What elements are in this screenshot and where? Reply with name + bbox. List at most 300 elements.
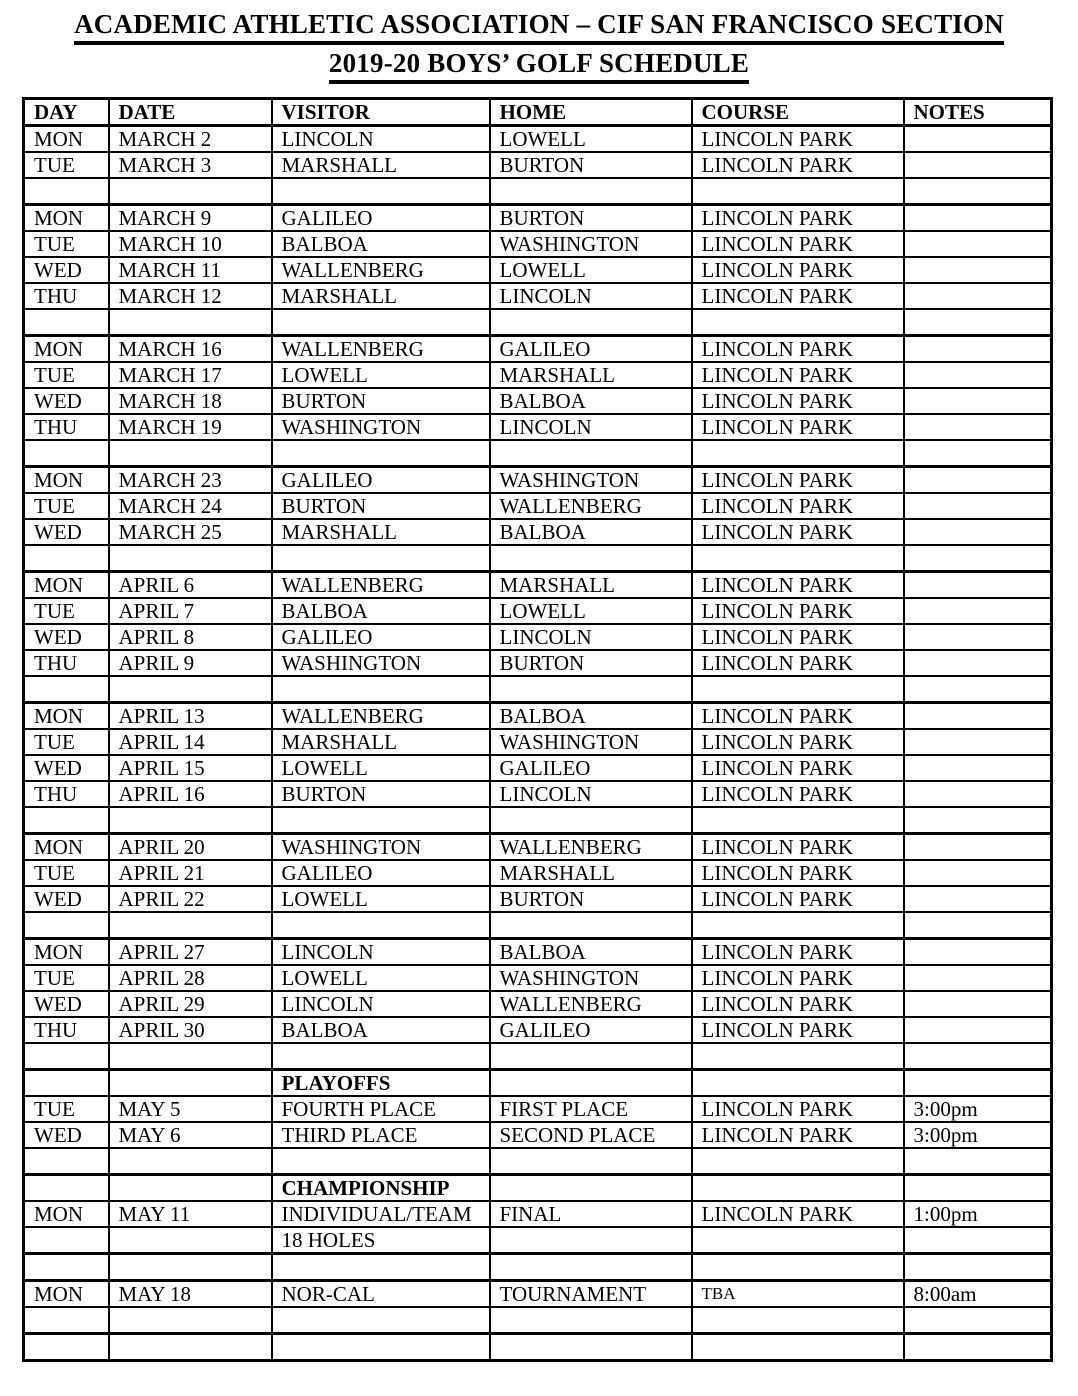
schedule-row: [24, 519, 1052, 545]
cell-home: [490, 1175, 692, 1202]
cell-date: [109, 545, 272, 572]
cell-home: [490, 1307, 692, 1334]
cell-notes: [904, 834, 1052, 861]
cell-visitor: GALILEO: [272, 860, 490, 886]
cell-home: TOURNAMENT: [490, 1281, 692, 1308]
cell-date: MARCH 25: [109, 519, 272, 545]
cell-visitor: WASHINGTON: [272, 834, 490, 861]
cell-date: MARCH 23: [109, 467, 272, 494]
separator-row: [24, 1254, 1052, 1281]
cell-day: WED: [24, 1122, 109, 1148]
cell-notes: [904, 886, 1052, 912]
cell-day: [24, 912, 109, 939]
cell-visitor: LINCOLN: [272, 939, 490, 966]
cell-course: [692, 676, 904, 703]
separator-row: [24, 676, 1052, 703]
cell-home: [490, 1043, 692, 1070]
cell-notes: [904, 126, 1052, 153]
cell-visitor: GALILEO: [272, 467, 490, 494]
cell-notes: [904, 205, 1052, 232]
cell-date: APRIL 22: [109, 886, 272, 912]
cell-notes: [904, 493, 1052, 519]
cell-day: TUE: [24, 965, 109, 991]
cell-visitor: GALILEO: [272, 624, 490, 650]
cell-date: APRIL 13: [109, 703, 272, 730]
cell-home: FIRST PLACE: [490, 1096, 692, 1122]
cell-notes: [904, 336, 1052, 363]
cell-date: MAY 6: [109, 1122, 272, 1148]
cell-home: LOWELL: [490, 126, 692, 153]
cell-day: [24, 676, 109, 703]
cell-course: LINCOLN PARK: [692, 388, 904, 414]
cell-notes: [904, 912, 1052, 939]
cell-course: [692, 545, 904, 572]
cell-day: WED: [24, 624, 109, 650]
cell-date: [109, 440, 272, 467]
cell-visitor: [272, 1148, 490, 1175]
cell-visitor: [272, 807, 490, 834]
cell-notes: [904, 1017, 1052, 1043]
cell-home: MARSHALL: [490, 572, 692, 599]
schedule-row: [24, 1175, 1052, 1202]
cell-date: [109, 1043, 272, 1070]
cell-visitor: GALILEO: [272, 205, 490, 232]
cell-date: [109, 1307, 272, 1334]
cell-day: THU: [24, 650, 109, 676]
schedule-row: [24, 598, 1052, 624]
cell-date: APRIL 15: [109, 755, 272, 781]
cell-date: MARCH 16: [109, 336, 272, 363]
page-title-text: ACADEMIC ATHLETIC ASSOCIATION – CIF SAN FRANCISCO SECTION: [74, 9, 1004, 45]
cell-day: WED: [24, 257, 109, 283]
cell-course: [692, 440, 904, 467]
cell-visitor: MARSHALL: [272, 152, 490, 178]
cell-notes: [904, 283, 1052, 309]
cell-course: [692, 309, 904, 336]
cell-date: [109, 1334, 272, 1361]
cell-day: [24, 1307, 109, 1334]
cell-date: MAY 11: [109, 1201, 272, 1227]
cell-visitor: [272, 1307, 490, 1334]
cell-home: SECOND PLACE: [490, 1122, 692, 1148]
cell-home: BALBOA: [490, 519, 692, 545]
cell-home: BALBOA: [490, 703, 692, 730]
cell-day: [24, 309, 109, 336]
schedule-row: [24, 1096, 1052, 1122]
cell-day: MON: [24, 939, 109, 966]
cell-date: [109, 309, 272, 336]
cell-course: [692, 1175, 904, 1202]
cell-date: [109, 1254, 272, 1281]
schedule-row: [24, 336, 1052, 363]
cell-day: MON: [24, 336, 109, 363]
cell-day: TUE: [24, 231, 109, 257]
schedule-row: [24, 1070, 1052, 1097]
cell-notes: [904, 231, 1052, 257]
cell-notes: [904, 939, 1052, 966]
cell-course: LINCOLN PARK: [692, 572, 904, 599]
cell-course: LINCOLN PARK: [692, 519, 904, 545]
cell-visitor: [272, 178, 490, 205]
cell-course: LINCOLN PARK: [692, 991, 904, 1017]
cell-home: [490, 912, 692, 939]
cell-notes: [904, 624, 1052, 650]
cell-course: LINCOLN PARK: [692, 729, 904, 755]
cell-course: LINCOLN PARK: [692, 493, 904, 519]
cell-visitor: BALBOA: [272, 231, 490, 257]
cell-home: WASHINGTON: [490, 467, 692, 494]
cell-course: LINCOLN PARK: [692, 283, 904, 309]
cell-notes: [904, 598, 1052, 624]
schedule-body: [24, 126, 1052, 1361]
cell-visitor: BURTON: [272, 781, 490, 807]
cell-day: WED: [24, 519, 109, 545]
cell-day: MON: [24, 1281, 109, 1308]
cell-course: LINCOLN PARK: [692, 860, 904, 886]
cell-visitor: [272, 545, 490, 572]
schedule-row: [24, 729, 1052, 755]
cell-day: THU: [24, 283, 109, 309]
separator-row: [24, 309, 1052, 336]
cell-day: MON: [24, 834, 109, 861]
cell-date: MARCH 24: [109, 493, 272, 519]
cell-notes: [904, 1334, 1052, 1361]
cell-course: LINCOLN PARK: [692, 1201, 904, 1227]
cell-course: [692, 1254, 904, 1281]
cell-visitor: [272, 309, 490, 336]
cell-course: [692, 178, 904, 205]
cell-visitor: THIRD PLACE: [272, 1122, 490, 1148]
cell-visitor: WALLENBERG: [272, 703, 490, 730]
cell-home: [490, 309, 692, 336]
cell-notes: [904, 1148, 1052, 1175]
cell-course: TBA: [692, 1281, 904, 1308]
cell-date: APRIL 14: [109, 729, 272, 755]
cell-visitor: LOWELL: [272, 886, 490, 912]
cell-notes: [904, 440, 1052, 467]
cell-home: [490, 1254, 692, 1281]
cell-date: APRIL 29: [109, 991, 272, 1017]
cell-visitor: BALBOA: [272, 598, 490, 624]
cell-course: LINCOLN PARK: [692, 939, 904, 966]
schedule-row: [24, 362, 1052, 388]
schedule-row: [24, 467, 1052, 494]
cell-notes: [904, 676, 1052, 703]
cell-day: THU: [24, 781, 109, 807]
cell-home: WALLENBERG: [490, 834, 692, 861]
cell-day: TUE: [24, 362, 109, 388]
cell-notes: [904, 309, 1052, 336]
cell-day: MON: [24, 1201, 109, 1227]
column-header-visitor: VISITOR: [272, 99, 490, 126]
cell-course: [692, 912, 904, 939]
cell-home: LINCOLN: [490, 781, 692, 807]
cell-visitor: LINCOLN: [272, 991, 490, 1017]
page-subtitle-text: 2019-20 BOYS’ GOLF SCHEDULE: [329, 48, 749, 84]
cell-course: LINCOLN PARK: [692, 152, 904, 178]
cell-visitor: WALLENBERG: [272, 572, 490, 599]
cell-date: APRIL 16: [109, 781, 272, 807]
cell-home: GALILEO: [490, 755, 692, 781]
cell-course: [692, 1148, 904, 1175]
cell-course: LINCOLN PARK: [692, 598, 904, 624]
schedule-row: [24, 755, 1052, 781]
cell-notes: [904, 152, 1052, 178]
cell-date: APRIL 28: [109, 965, 272, 991]
cell-day: THU: [24, 1017, 109, 1043]
cell-day: WED: [24, 991, 109, 1017]
cell-course: LINCOLN PARK: [692, 336, 904, 363]
cell-notes: [904, 1227, 1052, 1254]
cell-notes: [904, 545, 1052, 572]
cell-visitor: WASHINGTON: [272, 650, 490, 676]
cell-course: [692, 1334, 904, 1361]
schedule-row: [24, 1281, 1052, 1308]
cell-day: MON: [24, 126, 109, 153]
cell-visitor: BURTON: [272, 493, 490, 519]
cell-visitor: WALLENBERG: [272, 257, 490, 283]
column-header-home: HOME: [490, 99, 692, 126]
cell-notes: [904, 755, 1052, 781]
cell-visitor: [272, 1254, 490, 1281]
cell-date: MARCH 9: [109, 205, 272, 232]
separator-row: [24, 440, 1052, 467]
cell-day: [24, 1043, 109, 1070]
cell-date: [109, 912, 272, 939]
cell-course: LINCOLN PARK: [692, 467, 904, 494]
schedule-row: [24, 572, 1052, 599]
cell-notes: [904, 1070, 1052, 1097]
cell-day: TUE: [24, 152, 109, 178]
cell-course: LINCOLN PARK: [692, 362, 904, 388]
cell-notes: 8:00am: [904, 1281, 1052, 1308]
schedule-row: [24, 257, 1052, 283]
cell-home: GALILEO: [490, 336, 692, 363]
cell-date: APRIL 8: [109, 624, 272, 650]
cell-course: LINCOLN PARK: [692, 834, 904, 861]
cell-home: BALBOA: [490, 388, 692, 414]
cell-notes: [904, 991, 1052, 1017]
cell-date: [109, 1175, 272, 1202]
cell-course: [692, 1227, 904, 1254]
cell-home: [490, 440, 692, 467]
cell-notes: [904, 414, 1052, 440]
header-row: [24, 99, 1052, 126]
cell-date: APRIL 7: [109, 598, 272, 624]
schedule-row: [24, 860, 1052, 886]
cell-visitor: PLAYOFFS: [272, 1070, 490, 1097]
cell-day: [24, 440, 109, 467]
schedule-row: [24, 991, 1052, 1017]
separator-row: [24, 1148, 1052, 1175]
cell-notes: [904, 860, 1052, 886]
cell-notes: [904, 703, 1052, 730]
schedule-row: [24, 283, 1052, 309]
schedule-row: [24, 781, 1052, 807]
cell-course: LINCOLN PARK: [692, 414, 904, 440]
cell-home: [490, 807, 692, 834]
cell-notes: [904, 257, 1052, 283]
schedule-row: [24, 493, 1052, 519]
cell-course: LINCOLN PARK: [692, 755, 904, 781]
cell-notes: [904, 178, 1052, 205]
cell-home: WASHINGTON: [490, 231, 692, 257]
cell-visitor: [272, 1334, 490, 1361]
cell-course: LINCOLN PARK: [692, 257, 904, 283]
cell-home: MARSHALL: [490, 362, 692, 388]
cell-course: LINCOLN PARK: [692, 886, 904, 912]
cell-home: [490, 676, 692, 703]
cell-visitor: LOWELL: [272, 362, 490, 388]
separator-row: [24, 912, 1052, 939]
column-header-course: COURSE: [692, 99, 904, 126]
schedule-row: [24, 205, 1052, 232]
cell-day: TUE: [24, 598, 109, 624]
cell-course: LINCOLN PARK: [692, 781, 904, 807]
cell-day: MON: [24, 572, 109, 599]
cell-date: MARCH 19: [109, 414, 272, 440]
cell-notes: 3:00pm: [904, 1096, 1052, 1122]
separator-row: [24, 1334, 1052, 1361]
cell-notes: [904, 362, 1052, 388]
schedule-row: [24, 650, 1052, 676]
cell-date: APRIL 30: [109, 1017, 272, 1043]
cell-course: LINCOLN PARK: [692, 703, 904, 730]
cell-course: LINCOLN PARK: [692, 965, 904, 991]
cell-day: TUE: [24, 729, 109, 755]
cell-notes: [904, 519, 1052, 545]
cell-day: [24, 807, 109, 834]
cell-course: [692, 1307, 904, 1334]
cell-home: MARSHALL: [490, 860, 692, 886]
cell-course: LINCOLN PARK: [692, 205, 904, 232]
cell-visitor: [272, 676, 490, 703]
cell-notes: [904, 1043, 1052, 1070]
schedule-row: [24, 126, 1052, 153]
cell-day: WED: [24, 755, 109, 781]
cell-visitor: MARSHALL: [272, 729, 490, 755]
cell-visitor: WASHINGTON: [272, 414, 490, 440]
cell-date: MAY 5: [109, 1096, 272, 1122]
cell-day: [24, 1334, 109, 1361]
cell-notes: [904, 1254, 1052, 1281]
separator-row: [24, 807, 1052, 834]
cell-notes: [904, 388, 1052, 414]
cell-notes: [904, 1175, 1052, 1202]
cell-day: [24, 1227, 109, 1254]
separator-row: [24, 1043, 1052, 1070]
cell-home: LINCOLN: [490, 414, 692, 440]
cell-home: BURTON: [490, 650, 692, 676]
cell-home: BURTON: [490, 205, 692, 232]
cell-day: THU: [24, 414, 109, 440]
cell-visitor: BALBOA: [272, 1017, 490, 1043]
cell-day: MON: [24, 703, 109, 730]
cell-home: WALLENBERG: [490, 991, 692, 1017]
cell-day: WED: [24, 388, 109, 414]
cell-home: [490, 545, 692, 572]
cell-visitor: LOWELL: [272, 755, 490, 781]
separator-row: [24, 1307, 1052, 1334]
cell-visitor: BURTON: [272, 388, 490, 414]
cell-day: [24, 178, 109, 205]
page-title: [0, 0, 1078, 45]
cell-home: FINAL: [490, 1201, 692, 1227]
cell-date: MARCH 17: [109, 362, 272, 388]
cell-home: BURTON: [490, 152, 692, 178]
cell-visitor: [272, 1043, 490, 1070]
cell-home: LOWELL: [490, 257, 692, 283]
cell-home: BALBOA: [490, 939, 692, 966]
cell-day: MON: [24, 467, 109, 494]
schedule-row: [24, 1227, 1052, 1254]
cell-date: APRIL 9: [109, 650, 272, 676]
cell-notes: [904, 965, 1052, 991]
schedule-row: [24, 965, 1052, 991]
schedule-row: [24, 703, 1052, 730]
cell-visitor: 18 HOLES: [272, 1227, 490, 1254]
cell-day: [24, 1175, 109, 1202]
cell-day: [24, 545, 109, 572]
schedule-row: [24, 1122, 1052, 1148]
cell-home: WASHINGTON: [490, 965, 692, 991]
cell-home: GALILEO: [490, 1017, 692, 1043]
cell-visitor: [272, 912, 490, 939]
cell-home: [490, 1334, 692, 1361]
cell-notes: [904, 650, 1052, 676]
cell-date: [109, 807, 272, 834]
cell-day: TUE: [24, 493, 109, 519]
cell-notes: [904, 1307, 1052, 1334]
separator-row: [24, 545, 1052, 572]
cell-date: MARCH 3: [109, 152, 272, 178]
cell-date: [109, 178, 272, 205]
cell-course: LINCOLN PARK: [692, 624, 904, 650]
cell-home: WALLENBERG: [490, 493, 692, 519]
cell-day: MON: [24, 205, 109, 232]
cell-day: [24, 1070, 109, 1097]
cell-notes: 1:00pm: [904, 1201, 1052, 1227]
cell-course: [692, 1043, 904, 1070]
column-header-date: DATE: [109, 99, 272, 126]
cell-home: [490, 1227, 692, 1254]
cell-home: [490, 1070, 692, 1097]
cell-day: TUE: [24, 860, 109, 886]
cell-date: APRIL 20: [109, 834, 272, 861]
cell-home: LINCOLN: [490, 624, 692, 650]
page-subtitle: [0, 48, 1078, 84]
cell-date: [109, 1070, 272, 1097]
cell-date: [109, 1148, 272, 1175]
cell-visitor: INDIVIDUAL/TEAM: [272, 1201, 490, 1227]
cell-visitor: [272, 440, 490, 467]
schedule-row: [24, 1017, 1052, 1043]
cell-visitor: NOR-CAL: [272, 1281, 490, 1308]
cell-day: [24, 1254, 109, 1281]
cell-date: APRIL 21: [109, 860, 272, 886]
cell-visitor: MARSHALL: [272, 519, 490, 545]
cell-home: LOWELL: [490, 598, 692, 624]
cell-date: MARCH 18: [109, 388, 272, 414]
cell-course: LINCOLN PARK: [692, 231, 904, 257]
cell-day: TUE: [24, 1096, 109, 1122]
cell-visitor: LOWELL: [272, 965, 490, 991]
cell-home: WASHINGTON: [490, 729, 692, 755]
cell-visitor: MARSHALL: [272, 283, 490, 309]
cell-notes: [904, 729, 1052, 755]
cell-notes: [904, 572, 1052, 599]
column-header-notes: NOTES: [904, 99, 1052, 126]
